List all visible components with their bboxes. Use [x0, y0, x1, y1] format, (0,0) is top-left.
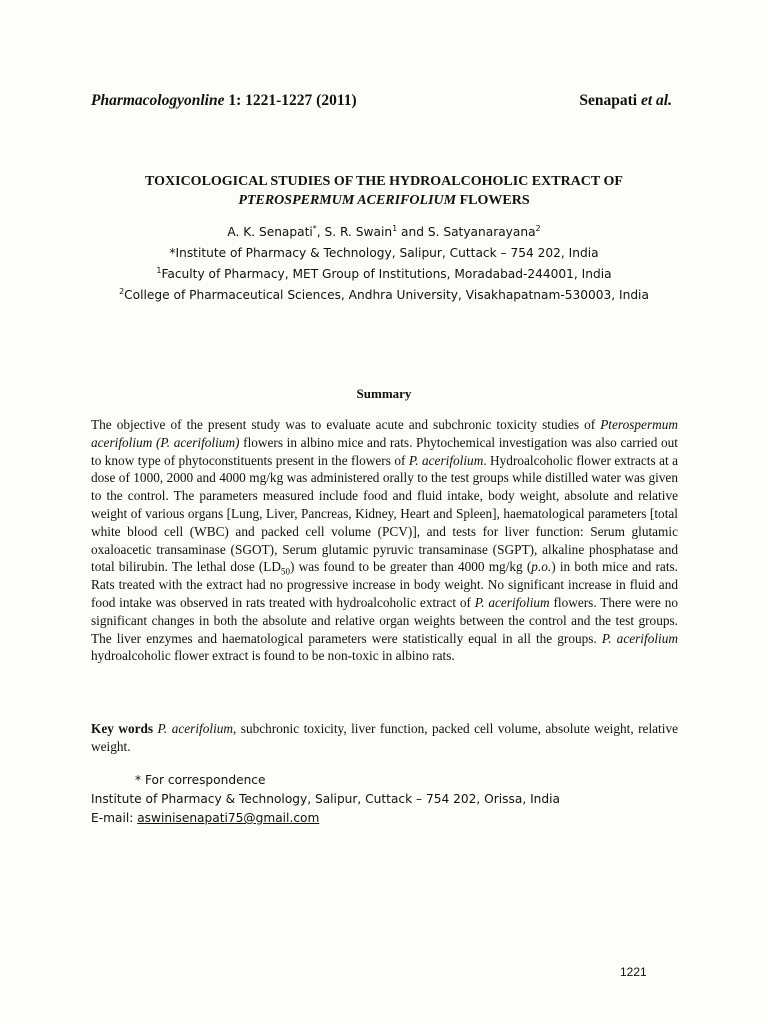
summary-text-1: The objective of the present study was to evaluate acute and subchronic toxicity studies of [91, 417, 601, 432]
summary-route: p.o. [531, 559, 552, 575]
summary-heading: Summary [356, 386, 412, 401]
author-2: , S. R. Swain [316, 225, 393, 239]
email-link[interactable]: aswinisenapati75@gmail.com [137, 811, 320, 825]
correspondence-label: * For correspondence [135, 773, 266, 787]
paper-title [60, 172, 708, 210]
summary-text-4: ) was found to be greater than 4000 mg/kg ( [290, 559, 532, 575]
summary-text-3: . Hydroalcoholic flower extracts at a dose of 1000, 2000 and 4000 mg/kg was administered orally to the test groups while distilled water was given to the control. The parameters measured include food and fluid intake, body weight, absolute and relative weight of various organs [Lung, Liver, Pancreas, Kidney, Heart and Spleen], haematological parameters [total white blood cell (WBC) and packed cell volume (PCV)], and tests for liver function: Serum glutamic oxaloacetic transaminase (SGOT), Serum glutamic pyruvic transaminase (SGPT), alkaline phosphatase and total bilirubin. The lethal dose (LD [91, 452, 679, 575]
author-block [40, 222, 728, 306]
summary-text-7: hydroalcoholic flower extract is found to be non-toxic in albino rats. [91, 648, 455, 664]
correspondence-address: Institute of Pharmacy & Technology, Salipur, Cuttack – 754 202, Orissa, India [91, 792, 560, 806]
summary-paragraph [91, 416, 678, 665]
journal-name: Pharmacologyonline [91, 92, 225, 109]
email-label: E-mail: [91, 811, 138, 825]
summary-species-3: P. acerifolium [474, 594, 550, 610]
title-line-1: TOXICOLOGICAL STUDIES OF THE HYDROALCOHOLIC EXTRACT OF [145, 174, 623, 189]
affiliation-2-text: College of Pharmaceutical Sciences, Andhra University, Visakhapatnam-530003, India [124, 288, 649, 302]
header-author [579, 92, 672, 110]
author-1: A. K. Senapati [227, 225, 313, 239]
keyword-species: P. acerifolium [153, 721, 234, 736]
affiliation-2-mark: 2 [119, 287, 125, 296]
affiliation-1-text: Faculty of Pharmacy, MET Group of Institutions, Moradabad-244001, India [161, 267, 612, 281]
affiliation-2 [40, 285, 728, 306]
author-list [40, 222, 728, 243]
title-species: PTEROSPERMUM ACERIFOLIUM [238, 193, 457, 208]
page-number: 1221 [620, 965, 647, 979]
keywords-paragraph [91, 720, 678, 756]
affiliation-1 [40, 264, 728, 285]
keywords-list: , subchronic toxicity, liver function, packed cell volume, absolute weight, relative weight. [91, 721, 678, 754]
keywords-label: Key words [91, 721, 154, 736]
affiliation-star: *Institute of Pharmacy & Technology, Salipur, Cuttack – 754 202, India [169, 246, 599, 260]
journal-volume-pages: 1: 1221-1227 (2011) [224, 92, 357, 109]
author-2-mark: 1 [392, 224, 398, 233]
summary-species-4: P. acerifolium [601, 630, 678, 646]
summary-species-1: Pterospermum acerifolium (P. acerifolium) [91, 417, 678, 450]
title-flowers: FLOWERS [456, 193, 530, 208]
author-3: and S. Satyanarayana [397, 225, 536, 239]
author-3-mark: 2 [535, 224, 541, 233]
header-author-surname: Senapati [579, 92, 638, 109]
journal-citation [91, 92, 357, 110]
correspondence-block [91, 771, 678, 828]
correspondence-email-line [91, 809, 678, 828]
summary-text-6: flowers. There were no significant changes in both the absolute and relative organ weights between the control and the test groups. The liver enzymes and haematological parameters were statistically equal in all the groups. [91, 594, 678, 646]
summary-text-2: flowers in albino mice and rats. Phytochemical investigation was also carried out to know type of phytoconstituents present in the flowers of [91, 434, 678, 468]
summary-text-5: ) in both mice and rats. Rats treated with the extract had no progressive increase in body weight. No significant increase in fluid and food intake was observed in rats treated with hydroalcoholic extract of [91, 559, 679, 610]
title-line-2 [60, 191, 708, 210]
running-header [91, 92, 672, 110]
affiliation-1-mark: 1 [156, 266, 162, 275]
ld-subscript: 50 [281, 567, 291, 578]
summary-species-2: P. acerifolium [408, 452, 484, 468]
header-author-etal: et al. [641, 92, 672, 109]
author-1-mark: * [312, 224, 317, 233]
